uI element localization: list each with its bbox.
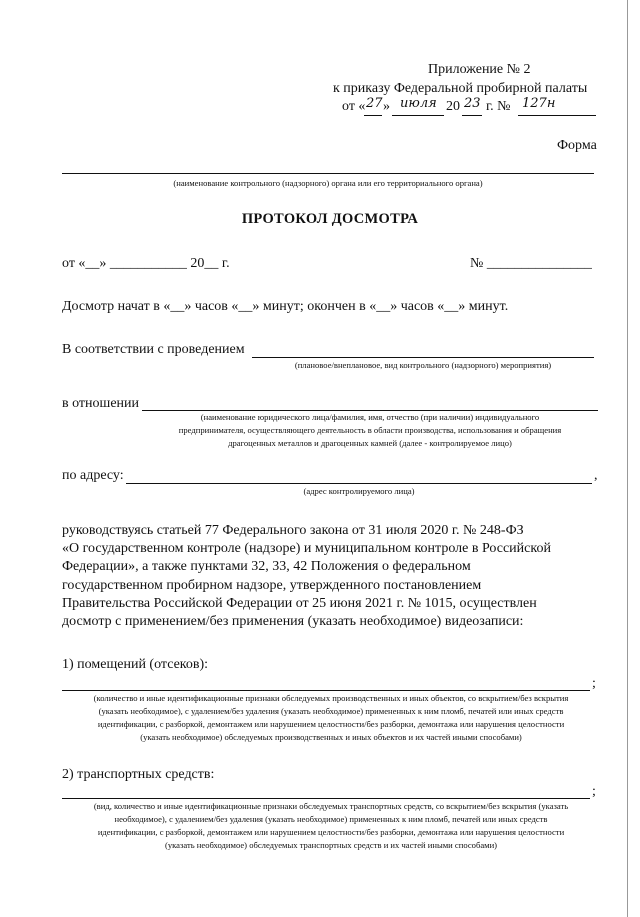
date-day-underline: [364, 115, 382, 116]
vehicles-caption-3: идентификации, с разборкой, демонтажем или нарушением целостности/без разборки, демонтажа или нарушения целостности: [97, 827, 565, 837]
date-close-quote: »: [383, 99, 390, 114]
address-line: [126, 483, 592, 484]
address-comma: ,: [594, 468, 598, 483]
vehicles-caption-2: необходимое), с удалением/без удаления (указать необходимое) примененных к ним пломб, печатей или иных средств: [114, 814, 548, 824]
legal-basis-paragraph: [62, 522, 600, 631]
paragraph-line-6: досмотр с применением/без применения (указать необходимое) видеозаписи:: [62, 614, 524, 630]
regarding-label: в отношении: [62, 396, 140, 411]
premises-semicolon: ;: [592, 676, 596, 691]
premises-caption-1: (количество и иные идентификационные признаки обследуемых производственных и иных объектов, со вскрытием/без вскрытия: [93, 693, 569, 703]
date-month-underline: [392, 115, 444, 116]
premises-caption-2: (указать необходимое), с удалением/без удаления (указать необходимое) примененных к ним пломб, печатей или иных средств: [98, 706, 564, 716]
paragraph-line-1: руководствуясь статьей 77 Федерального закона от 31 июля 2020 г. № 248-ФЗ: [62, 523, 524, 538]
paragraph-line-3: Федерации», а также пунктами 32, 33, 42 Положения о федеральном: [62, 559, 471, 575]
accordance-caption: (плановое/внеплановое, вид контрольного (надзорного) мероприятия): [294, 360, 552, 370]
paragraph-line-4: государственном пробирном надзоре, утвержденного постановлением: [62, 577, 482, 593]
paragraph-line-2: «О государственном контроле (надзоре) и муниципальном контроле в Российской: [62, 541, 551, 557]
scan-frame-edge: [627, 0, 628, 917]
appendix-title: Приложение № 2: [428, 62, 531, 77]
accordance-label: В соответствии с проведением: [62, 342, 245, 357]
date-prefix: от «: [342, 99, 366, 114]
vehicles-semicolon: ;: [592, 784, 596, 799]
vehicles-caption-1: (вид, количество и иные идентификационные признаки обследуемых транспортных средств, со вскрытием/без вскрытия (указать: [93, 801, 569, 811]
address-label: по адресу:: [62, 468, 124, 483]
document-title: ПРОТОКОЛ ДОСМОТРА: [241, 211, 419, 227]
vehicles-line: [62, 798, 590, 799]
date-year-underline: [462, 115, 482, 116]
paragraph-line-5: Правительства Российской Федерации от 25 июня 2021 г. № 1015, осуществлен: [62, 595, 537, 611]
date-year-prefix: 20: [446, 99, 460, 114]
regarding-caption-1: (наименование юридического лица/фамилия, имя, отчество (при наличии) индивидуального: [200, 412, 540, 422]
premises-line: [62, 690, 590, 691]
protocol-number-line: № _______________: [470, 256, 592, 271]
organ-caption: (наименование контрольного (надзорного) органа или его территориального органа): [173, 178, 483, 188]
order-number-handwritten: 127н: [522, 96, 556, 111]
regarding-caption-3: драгоценных металлов и драгоценных камней (далее - контролируемое лицо): [228, 438, 512, 448]
organ-name-line: [62, 173, 594, 174]
date-month-handwritten: июля: [400, 96, 437, 111]
vehicles-label: 2) транспортных средств:: [62, 767, 215, 782]
regarding-caption-2: предпринимателя, осуществляющего деятельность в области производства, использования и обращения: [178, 425, 562, 435]
premises-label: 1) помещений (отсеков):: [62, 657, 209, 672]
protocol-date-line: от «__» ___________ 20__ г.: [62, 256, 230, 271]
address-caption: (адрес контролируемого лица): [303, 486, 415, 496]
premises-caption-4: (указать необходимое) обследуемых производственных и иных объектов и их частей иными способами): [140, 732, 522, 742]
date-year-handwritten: 23: [464, 96, 481, 111]
date-day-handwritten: 27: [366, 96, 383, 111]
inspection-time-line: Досмотр начат в «__» часов «__» минут; окончен в «__» часов «__» минут.: [62, 299, 509, 314]
vehicles-caption-4: (указать необходимое) обследуемых транспортных средств и их частей иными способами): [164, 840, 498, 850]
date-g-number: г. №: [486, 99, 511, 114]
order-reference: к приказу Федеральной пробирной палаты: [333, 81, 588, 96]
premises-caption-3: идентификации, с разборкой, демонтажем или нарушением целостности/без разборки, демонтажа или нарушения целостности: [97, 719, 565, 729]
accordance-line: [252, 357, 594, 358]
form-label: Форма: [557, 138, 597, 153]
order-number-underline: [518, 115, 596, 116]
